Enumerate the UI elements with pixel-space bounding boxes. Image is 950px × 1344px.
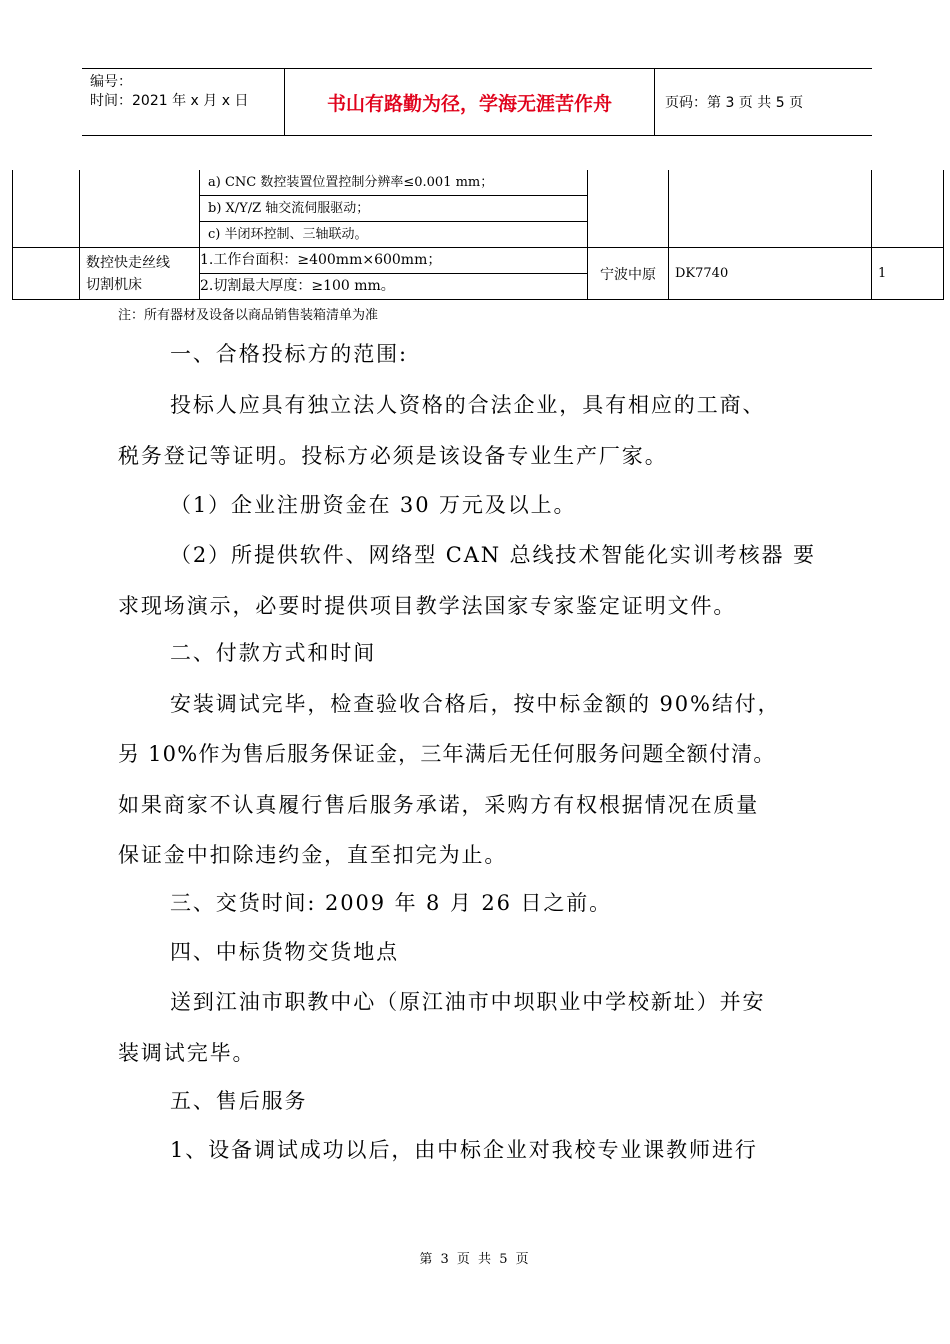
spec-line: 1.工作台面积：≥400mm×600mm； (200, 248, 587, 274)
document-number-label: 编号： (90, 74, 132, 90)
table-cell (588, 170, 669, 248)
table-cell (669, 170, 872, 248)
table-row (13, 170, 944, 248)
page-header (82, 68, 872, 136)
equipment-name: 数控快走丝线 (86, 254, 170, 271)
equipment-name-cell (80, 248, 200, 300)
table-cell (872, 170, 944, 248)
paragraph-line: 安装调试完毕，检查验收合格后，按中标金额的 90%结付， (170, 692, 781, 716)
header-meta (82, 69, 285, 135)
spec-line: c) 半闭环控制、三轴联动。 (208, 227, 368, 242)
equipment-table (12, 170, 944, 300)
spec-cell (200, 248, 588, 300)
paragraph-line: 如果商家不认真履行售后服务承诺，采购方有权根据情况在质量 (118, 793, 760, 817)
paragraph-line: （1）企业注册资金在 30 万元及以上。 (170, 493, 577, 517)
section-heading: 四、中标货物交货地点 (170, 940, 399, 964)
paragraph-line: 投标人应具有独立法人资格的合法企业，具有相应的工商、 (170, 393, 766, 417)
table-cell (13, 248, 80, 300)
page-footer: 第 3 页 共 5 页 (419, 1252, 531, 1267)
paragraph-line: 1、设备调试成功以后，由中标企业对我校专业课教师进行 (170, 1138, 758, 1162)
section-heading: 一、合格投标方的范围: (170, 342, 408, 366)
spec-line: 2.切割最大厚度：≥100 mm。 (200, 278, 395, 294)
spec-line: a) CNC 数控装置位置控制分辨率≤0.001 mm； (200, 170, 587, 196)
manufacturer-cell: 宁波中原 (588, 248, 669, 300)
document-time-label: 时间：2021 年 x 月 x 日 (90, 93, 249, 109)
header-page-number: 页码：第 3 页 共 5 页 (665, 95, 804, 111)
paragraph-line: 求现场演示，必要时提供项目教学法国家专家鉴定证明文件。 (118, 594, 737, 618)
paragraph-line: 装调试完毕。 (118, 1041, 256, 1065)
spec-line: b) X/Y/Z 轴交流伺服驱动； (200, 196, 587, 222)
section-heading: 五、售后服务 (170, 1089, 308, 1113)
section-heading: 三、交货时间: 2009 年 8 月 26 日之前。 (170, 891, 613, 915)
section-heading: 二、付款方式和时间 (170, 641, 377, 665)
quantity-cell: 1 (872, 248, 944, 300)
spec-cell (200, 170, 588, 248)
paragraph-line: 送到江油市职教中心（原江油市中坝职业中学校新址）并安 (170, 990, 766, 1014)
model-cell: DK7740 (669, 248, 872, 300)
equipment-name: 切割机床 (86, 276, 142, 293)
table-note: 注：所有器材及设备以商品销售装箱清单为准 (118, 308, 379, 323)
paragraph-line: 保证金中扣除违约金，直至扣完为止。 (118, 843, 508, 867)
table-cell (80, 170, 200, 248)
table-row (13, 248, 944, 300)
table-cell (13, 170, 80, 248)
header-motto: 书山有路勤为径，学海无涯苦作舟 (285, 69, 655, 135)
paragraph-line: 另 10%作为售后服务保证金，三年满后无任何服务问题全额付清。 (118, 742, 776, 766)
paragraph-line: （2）所提供软件、网络型 CAN 总线技术智能化实训考核器 要 (170, 543, 816, 567)
paragraph-line: 税务登记等证明。投标方必须是该设备专业生产厂家。 (118, 444, 668, 468)
